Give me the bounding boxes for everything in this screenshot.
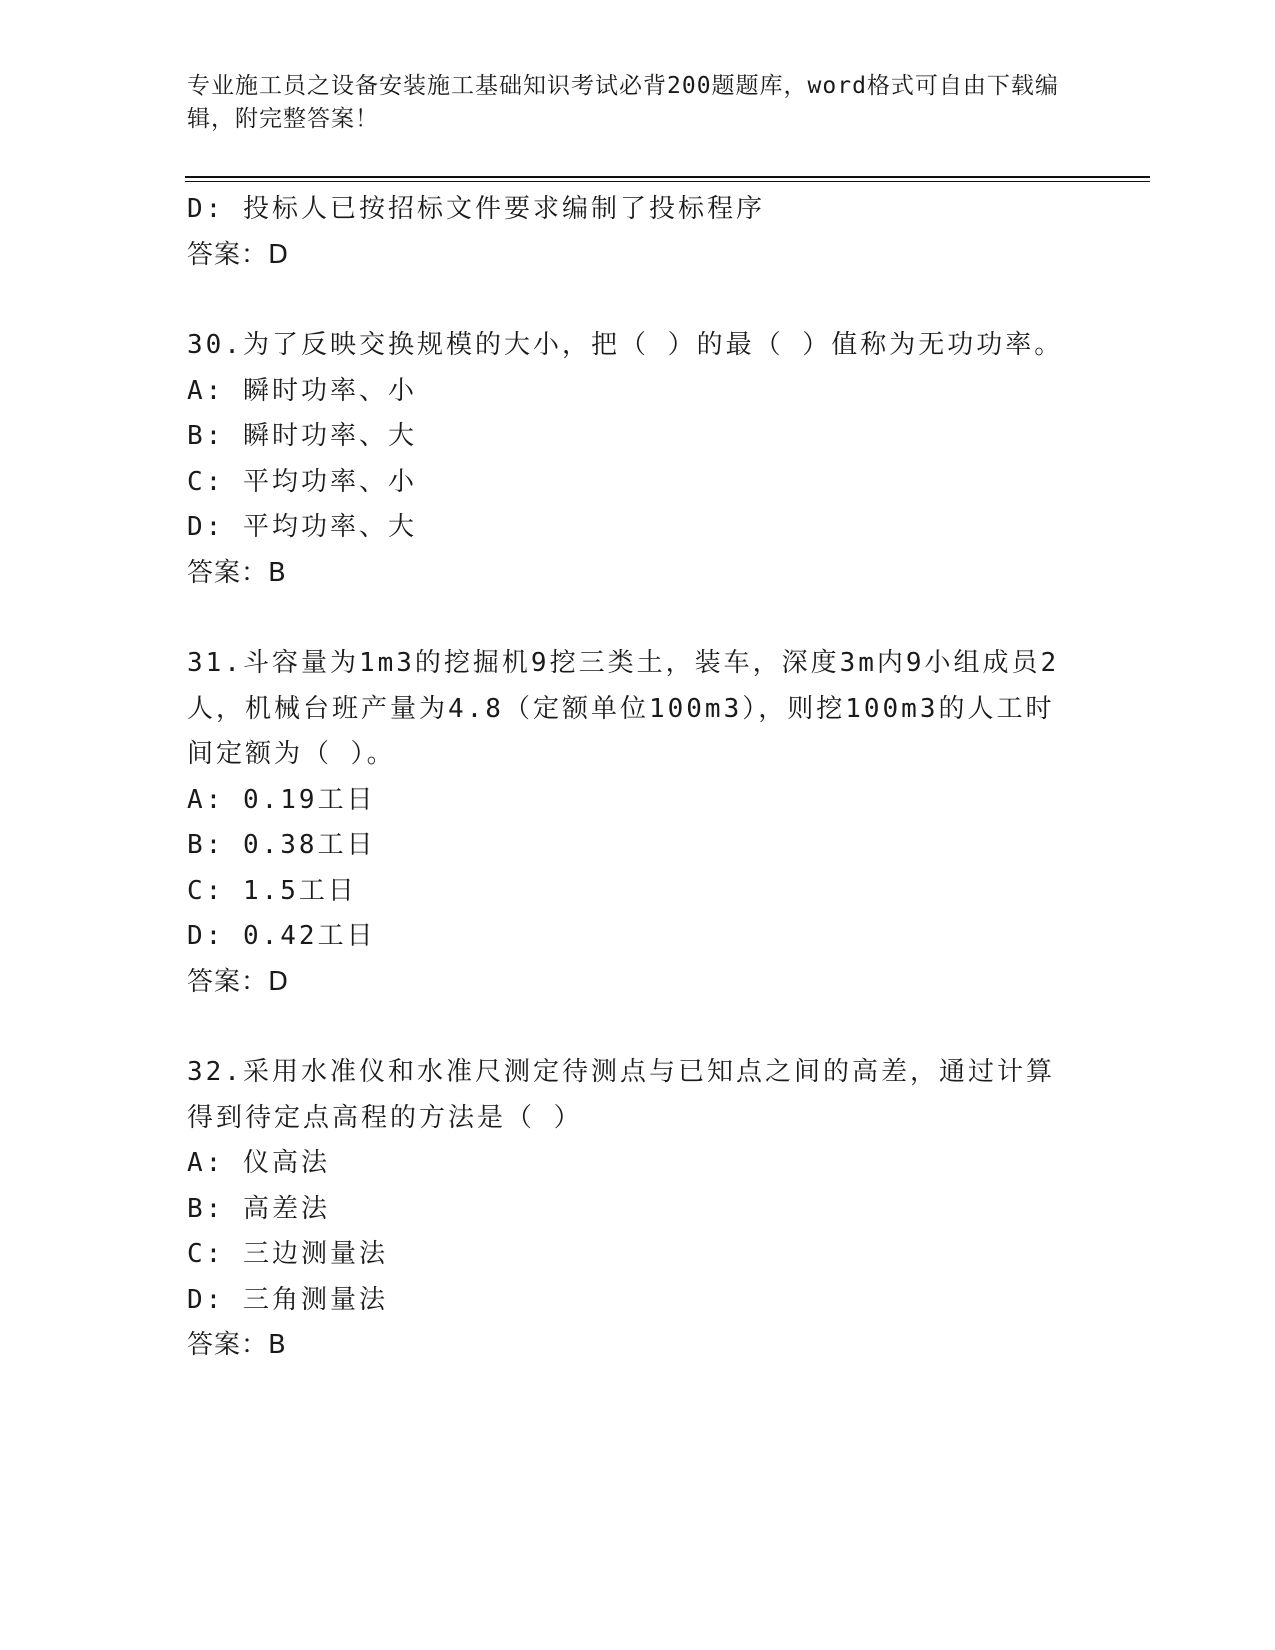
- option-b: B: 瞬时功率、大: [187, 421, 417, 451]
- answer-line: 答案：D: [187, 239, 290, 270]
- question-32: [187, 1050, 1077, 1369]
- question-stem: 32.采用水准仪和水准尺测定待测点与已知点之间的高差，通过计算得到待定点高程的方法是（ ）: [187, 1057, 1055, 1133]
- question-31: [187, 641, 1077, 1005]
- option-a: A: 瞬时功率、小: [187, 375, 417, 406]
- question-content: [187, 187, 1077, 1369]
- document-header: 专业施工员之设备安装施工基础知识考试必背200题题库，word格式可自由下载编辑，附完整答案！: [187, 73, 1059, 132]
- option-c: C: 1.5工日: [187, 875, 357, 906]
- question-stem: 30.为了反映交换规模的大小，把（ ）的最（ ）值称为无功功率。: [187, 330, 1064, 360]
- answer-line: 答案：D: [187, 966, 290, 997]
- question-stem: 31.斗容量为1m3的挖掘机9挖三类土，装车，深度3m内9小组成员2人，机械台班产量为4.8（定额单位100m3），则挖100m3的人工时间定额为（ ）。: [187, 648, 1060, 769]
- header-rule-thin: [185, 181, 1150, 182]
- previous-question-tail: [187, 187, 1077, 278]
- option-c: C: 三边测量法: [187, 1239, 388, 1269]
- option-a: A: 仪高法: [187, 1148, 330, 1178]
- header-rule-thick: [185, 176, 1150, 178]
- option-c: C: 平均功率、小: [187, 466, 417, 497]
- option-d: D: 投标人已按招标文件要求编制了投标程序: [187, 194, 765, 224]
- option-d: D: 0.42工日: [187, 921, 376, 951]
- question-30: [187, 323, 1077, 596]
- option-d: D: 平均功率、大: [187, 512, 417, 542]
- option-a: A: 0.19工日: [187, 784, 376, 815]
- answer-line: 答案：B: [187, 557, 287, 588]
- answer-line: 答案：B: [187, 1330, 287, 1360]
- option-b: B: 高差法: [187, 1193, 330, 1224]
- option-d: D: 三角测量法: [187, 1284, 388, 1315]
- option-b: B: 0.38工日: [187, 830, 376, 860]
